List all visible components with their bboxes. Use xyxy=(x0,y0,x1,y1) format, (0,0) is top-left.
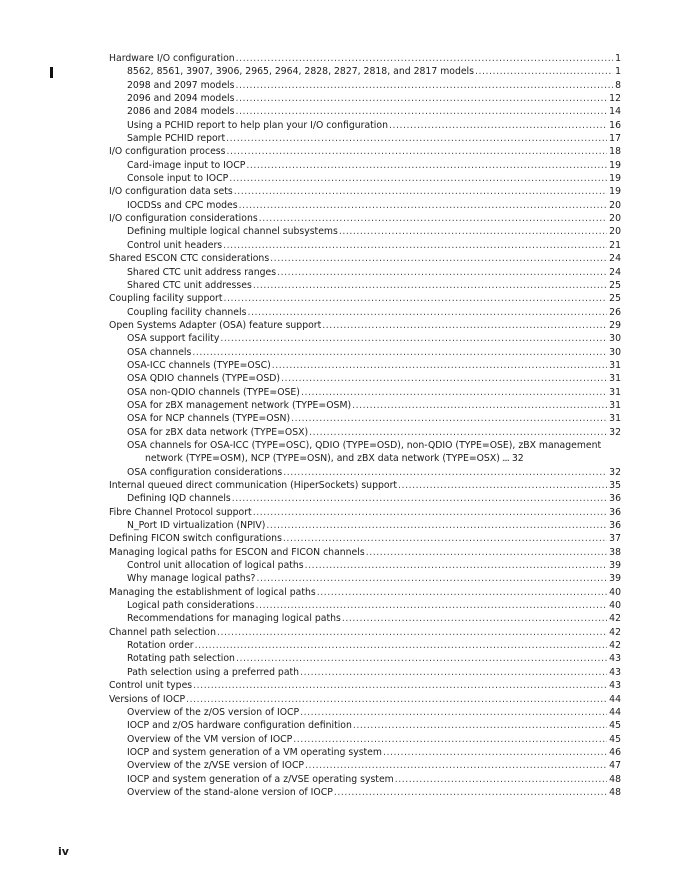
toc-entry-title: Fibre Channel Protocol support . . . xyxy=(109,507,621,518)
toc-entry[interactable] xyxy=(109,92,621,105)
toc-entry-title: Defining FICON switch configurations . . . xyxy=(109,533,621,544)
toc-entry-page: 31 xyxy=(609,359,621,371)
toc-entry[interactable] xyxy=(109,679,621,692)
toc-entry-title: Recommendations for managing logical paths . . . xyxy=(127,613,621,624)
toc-entry-title: Hardware I/O configuration . . . xyxy=(109,53,621,64)
toc-entry-title: Versions of IOCP . . . xyxy=(109,694,621,705)
toc-entry[interactable] xyxy=(109,759,621,772)
toc-entry[interactable] xyxy=(109,693,621,706)
toc-entry[interactable] xyxy=(109,212,621,225)
toc-entry-title: Rotating path selection . . . xyxy=(127,653,621,664)
toc-entry-page: 1 xyxy=(615,66,621,78)
toc-entry[interactable] xyxy=(109,506,621,519)
toc-entry[interactable] xyxy=(109,319,621,332)
toc-entry-title: Shared CTC unit addresses . . . xyxy=(127,280,621,291)
toc-entry[interactable] xyxy=(109,572,621,585)
toc-entry-title: IOCP and z/OS hardware configuration definition . . . xyxy=(127,720,621,731)
toc-entry[interactable] xyxy=(109,105,621,118)
toc-entry-page: 39 xyxy=(609,560,621,572)
toc-entry-title: Coupling facility channels . . . xyxy=(127,307,621,318)
toc-entry-title: Coupling facility support . . . xyxy=(109,293,621,304)
toc-entry[interactable] xyxy=(109,706,621,719)
toc-entry[interactable] xyxy=(109,746,621,759)
toc-entry-title: Shared ESCON CTC considerations . . . xyxy=(109,253,621,264)
toc-entry-page: 43 xyxy=(609,680,621,692)
toc-entry-page: 44 xyxy=(609,706,621,718)
toc-entry-page: 24 xyxy=(609,266,621,278)
toc-entry[interactable] xyxy=(109,65,621,78)
toc-entry-title: Open Systems Adapter (OSA) feature support . . . xyxy=(109,320,621,331)
toc-entry-title: OSA for zBX data network (TYPE=OSX) . . . xyxy=(127,427,621,438)
toc-entry-title: Logical path considerations . . . xyxy=(127,600,621,611)
toc-entry-page: 19 xyxy=(609,186,621,198)
toc-entry[interactable] xyxy=(109,412,621,425)
toc-entry-title: 2086 and 2084 models . . . xyxy=(127,106,621,117)
toc-entry[interactable] xyxy=(109,426,621,439)
toc-entry[interactable] xyxy=(109,145,621,158)
toc-entry-page: 35 xyxy=(609,480,621,491)
toc-entry-page: 39 xyxy=(609,573,621,585)
toc-entry[interactable] xyxy=(109,79,621,92)
page-number: iv xyxy=(58,845,69,858)
toc-entry[interactable] xyxy=(109,386,621,399)
toc-entry-page: 45 xyxy=(609,733,621,745)
toc-entry-title: OSA-ICC channels (TYPE=OSC) . . . xyxy=(127,360,621,371)
toc-entry[interactable] xyxy=(109,279,621,292)
toc-entry-title: OSA non-QDIO channels (TYPE=OSE) . . . xyxy=(127,387,621,398)
toc-entry-title: OSA QDIO channels (TYPE=OSD) . . . xyxy=(127,373,621,384)
toc-entry-title: 8562, 8561, 3907, 3906, 2965, 2964, 2828, 2827, 2818, and 2817 models . . . xyxy=(127,66,621,77)
toc-entry-title: Card-image input to IOCP . . . xyxy=(127,160,621,171)
toc-entry-page: 36 xyxy=(609,520,621,532)
toc-entry[interactable] xyxy=(109,439,621,466)
toc-entry-page: 46 xyxy=(609,746,621,758)
toc-entry-page: 25 xyxy=(609,279,621,291)
toc-entry-page: 38 xyxy=(609,546,621,558)
toc-entry-title: Using a PCHID report to help plan your I/O configuration . . . xyxy=(127,120,621,131)
toc-entry-title: Overview of the z/VSE version of IOCP . . . xyxy=(127,760,621,771)
toc-entry-page: 19 xyxy=(609,159,621,171)
toc-entry[interactable] xyxy=(109,546,621,559)
toc-entry-page: 48 xyxy=(609,786,621,798)
toc-entry[interactable] xyxy=(109,639,621,652)
toc-entry-page: 20 xyxy=(609,213,621,225)
toc-entry-title: OSA for zBX management network (TYPE=OSM) . . . xyxy=(127,400,621,411)
toc-entry-page: 37 xyxy=(609,533,621,545)
toc-entry[interactable] xyxy=(109,52,621,65)
toc-entry-title: Control unit headers . . . xyxy=(127,240,621,251)
toc-entry-page: 45 xyxy=(609,720,621,732)
toc-entry-page: 31 xyxy=(609,373,621,385)
toc-entry-title: Managing the establishment of logical paths . . . xyxy=(109,587,621,598)
toc-entry-page: 29 xyxy=(609,319,621,331)
toc-entry-title: 2096 and 2094 models . . . xyxy=(127,93,621,104)
toc-entry-title: Why manage logical paths? . . . xyxy=(127,573,621,584)
toc-entry-page: 19 xyxy=(609,173,621,185)
toc-entry-title: N_Port ID virtualization (NPIV) . . . xyxy=(127,520,621,531)
toc-entry-title: 2098 and 2097 models . . . xyxy=(127,80,621,91)
toc-entry-page: 43 xyxy=(609,666,621,678)
toc-entry-page: 32 xyxy=(609,426,621,438)
toc-entry-page: 48 xyxy=(609,773,621,785)
toc-entry-page: 25 xyxy=(609,293,621,305)
toc-entry-page: 8 xyxy=(615,79,621,91)
toc-entry-title: Internal queued direct communication (HiperSockets) support . . . xyxy=(109,480,621,491)
toc-entry[interactable] xyxy=(109,559,621,572)
toc-entry[interactable] xyxy=(109,119,621,132)
toc-entry-page: 17 xyxy=(609,133,621,145)
toc-entry-page: 42 xyxy=(609,626,621,638)
toc-entry-page: 20 xyxy=(609,199,621,211)
toc-entry-page: 30 xyxy=(609,346,621,358)
toc-entry-page: 47 xyxy=(609,760,621,772)
toc-entry-page: 14 xyxy=(609,106,621,118)
toc-entry[interactable] xyxy=(109,492,621,505)
revision-change-bar xyxy=(50,67,53,78)
toc-entry[interactable] xyxy=(109,652,621,665)
toc-entry-title: Rotation order . . . xyxy=(127,640,621,651)
toc-entry-title: Overview of the z/OS version of IOCP . . . xyxy=(127,707,621,718)
toc-entry-page: 12 xyxy=(609,93,621,105)
toc-entry-title: Defining multiple logical channel subsystems . . . xyxy=(127,226,621,237)
toc-entry-title: Channel path selection . . . xyxy=(109,627,621,638)
toc-entry-title: Shared CTC unit address ranges . . . xyxy=(127,267,621,278)
toc-entry[interactable] xyxy=(109,532,621,545)
toc-entry[interactable] xyxy=(109,372,621,385)
toc-entry-page: 20 xyxy=(609,226,621,238)
toc-entry-page: 32 xyxy=(609,466,621,478)
toc-entry-page: 31 xyxy=(609,399,621,411)
toc-entry-page: 18 xyxy=(609,146,621,158)
toc-entry[interactable] xyxy=(109,773,621,786)
toc-entry-title: IOCP and system generation of a z/VSE operating system . . . xyxy=(127,774,621,785)
toc-entry-title: OSA channels for OSA-ICC (TYPE=OSC), QDIO (TYPE=OSD), non-QDIO (TYPE=OSE), zBX management network (TYPE=OSM), NCP (TYPE=OSN), and zBX data network (TYPE=OSX) .... 32 xyxy=(127,439,602,465)
toc-entry-title: Path selection using a preferred path . . . xyxy=(127,667,621,678)
toc-entry[interactable] xyxy=(109,599,621,612)
toc-entry-title: IOCDSs and CPC modes . . . xyxy=(127,200,621,211)
toc-entry[interactable] xyxy=(109,225,621,238)
toc-entry[interactable] xyxy=(109,666,621,679)
toc-entry[interactable] xyxy=(109,266,621,279)
toc-entry[interactable] xyxy=(109,252,621,265)
toc-entry[interactable] xyxy=(109,306,621,319)
toc-entry[interactable] xyxy=(109,359,621,372)
toc-entry[interactable] xyxy=(109,466,621,479)
toc-entry[interactable] xyxy=(109,586,621,599)
toc-entry-page: 24 xyxy=(609,253,621,265)
toc-entry[interactable] xyxy=(109,519,621,532)
toc-entry-page: 43 xyxy=(609,653,621,665)
toc-entry-title: Console input to IOCP . . . xyxy=(127,173,621,184)
toc-entry-page: 42 xyxy=(609,613,621,625)
toc-entry-page: 36 xyxy=(609,506,621,518)
toc-entry-title: OSA channels . . . xyxy=(127,347,621,358)
toc-entry[interactable] xyxy=(109,719,621,732)
toc-entry-page: 21 xyxy=(609,239,621,251)
toc-leader-dots: .... xyxy=(501,453,509,465)
toc-entry-page: 40 xyxy=(609,586,621,598)
toc-entry-title: I/O configuration data sets . . . xyxy=(109,186,621,197)
toc-entry-page: 32 xyxy=(509,453,524,464)
toc-entry-title: Sample PCHID report . . . xyxy=(127,133,621,144)
toc-entry[interactable] xyxy=(109,786,621,799)
toc-entry[interactable] xyxy=(109,332,621,345)
toc-entry[interactable] xyxy=(109,199,621,212)
toc-entry-page: 42 xyxy=(609,640,621,652)
toc-entry-title: Overview of the VM version of IOCP . . . xyxy=(127,734,621,745)
toc-entry-title: I/O configuration considerations . . . xyxy=(109,213,621,224)
toc-entry[interactable] xyxy=(109,185,621,198)
toc-entry[interactable] xyxy=(109,733,621,746)
toc-entry[interactable] xyxy=(109,612,621,625)
toc-entry[interactable] xyxy=(109,172,621,185)
toc-entry-title: Overview of the stand-alone version of IOCP . . . xyxy=(127,787,621,798)
toc-entry[interactable] xyxy=(109,626,621,639)
toc-entry[interactable] xyxy=(109,239,621,252)
toc-entry-page: 36 xyxy=(609,493,621,505)
toc-entry-title: Managing logical paths for ESCON and FICON channels . . . xyxy=(109,547,621,558)
toc-entry[interactable] xyxy=(109,346,621,359)
toc-entry[interactable] xyxy=(109,399,621,412)
toc-entry-page: 26 xyxy=(609,306,621,318)
toc-entry-title: OSA for NCP channels (TYPE=OSN) . . . xyxy=(127,413,621,424)
toc-entry[interactable] xyxy=(109,479,621,492)
toc-entry-page: 31 xyxy=(609,413,621,425)
toc-entry-title: I/O configuration process . . . xyxy=(109,146,621,157)
toc-entry-page: 30 xyxy=(609,333,621,345)
toc-entry[interactable] xyxy=(109,159,621,172)
toc-entry-page: 40 xyxy=(609,600,621,612)
toc-entry-title: Defining IQD channels . . . xyxy=(127,493,621,504)
toc-entry-title: OSA support facility . . . xyxy=(127,333,621,344)
table-of-contents xyxy=(109,52,621,799)
toc-entry[interactable] xyxy=(109,292,621,305)
toc-entry-page: 44 xyxy=(609,693,621,705)
toc-entry-title: IOCP and system generation of a VM operating system . . . xyxy=(127,747,621,758)
toc-entry-page: 31 xyxy=(609,386,621,398)
toc-entry[interactable] xyxy=(109,132,621,145)
toc-entry-title: Control unit types . . . xyxy=(109,680,621,691)
toc-entry-title: OSA configuration considerations . . . xyxy=(127,467,621,478)
toc-entry-page: 16 xyxy=(609,119,621,131)
toc-entry-title: Control unit allocation of logical paths . . . xyxy=(127,560,621,571)
toc-entry-page: 1 xyxy=(615,53,621,64)
